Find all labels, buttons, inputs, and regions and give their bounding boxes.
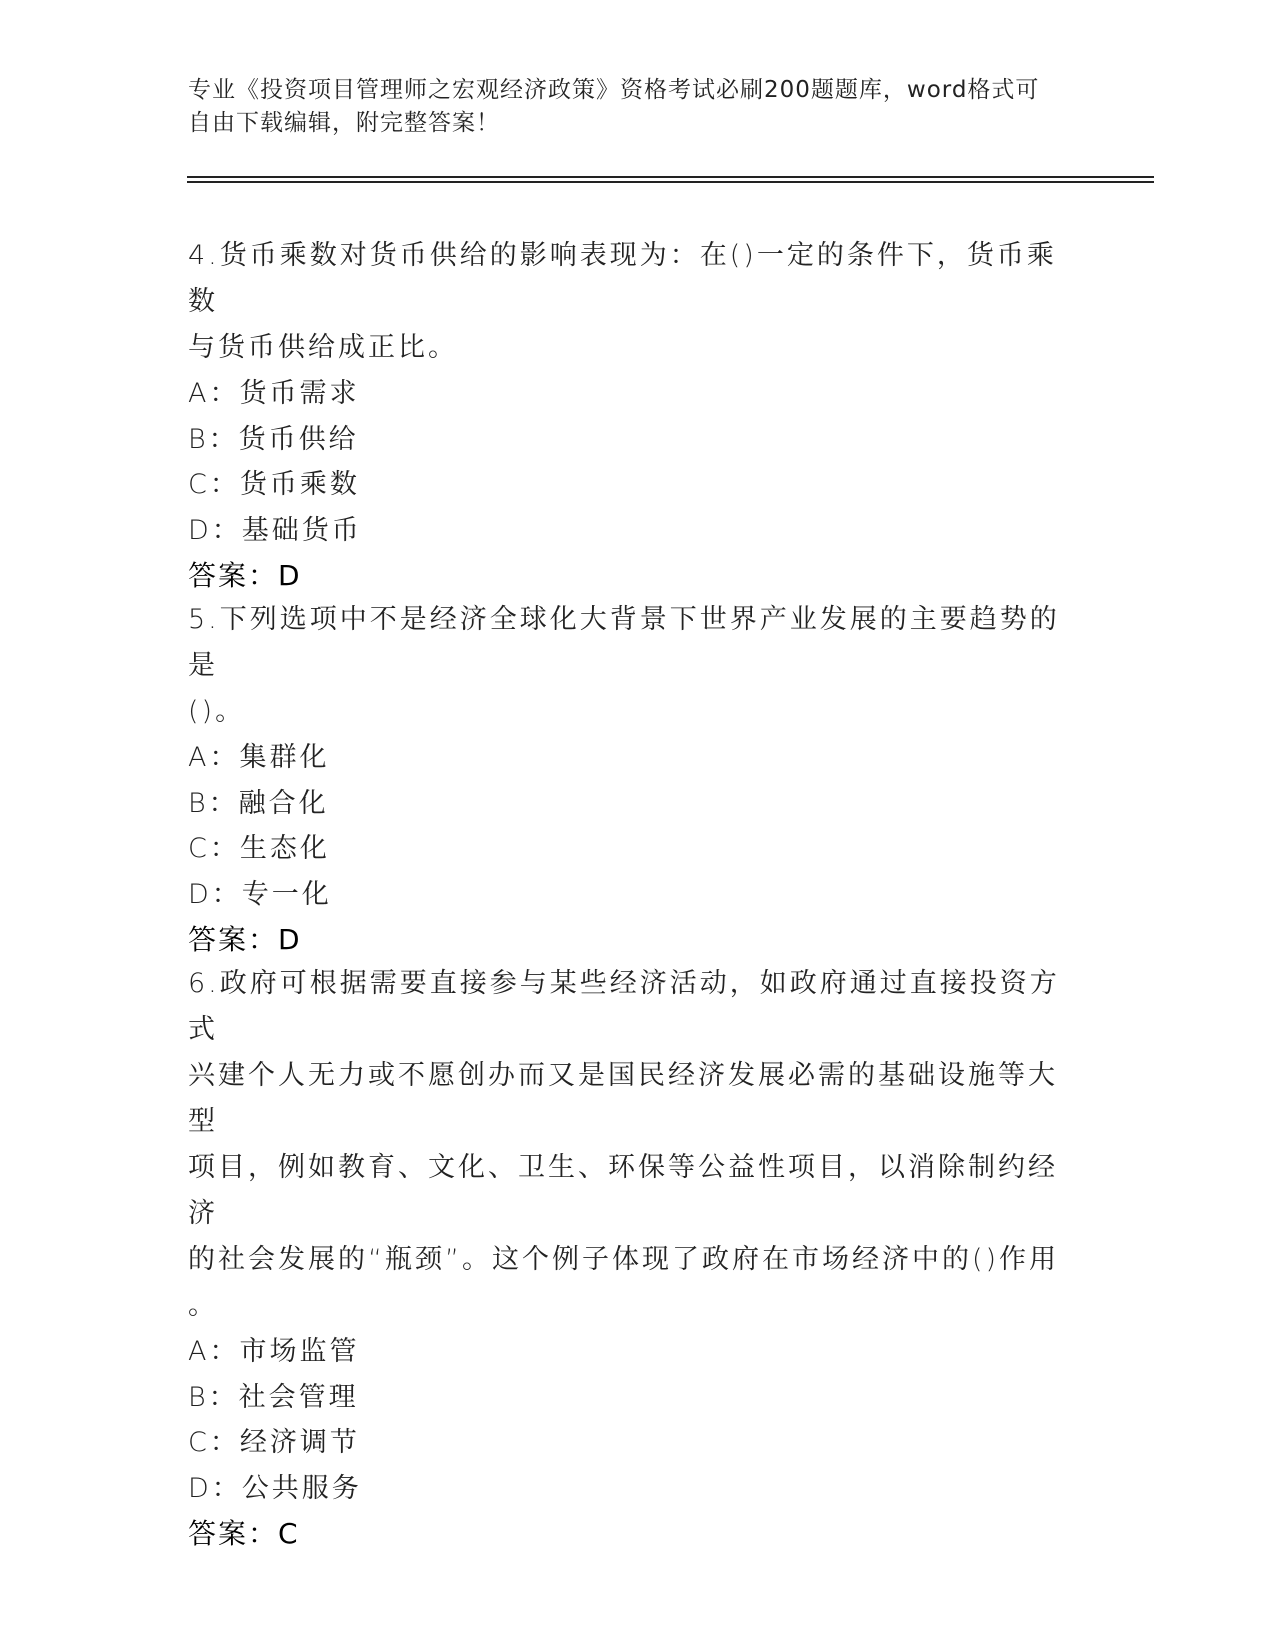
question-text-line: 项目，例如教育、文化、卫生、环保等公益性项目，以消除制约经济: [188, 1152, 1058, 1229]
question-text-line: 5.下列选项中不是经济全球化大背景下世界产业发展的主要趋势的是: [188, 604, 1060, 681]
answer-label: 答案：D: [188, 559, 302, 592]
option-a: A：集群化: [188, 742, 330, 773]
question-text-line: 4.货币乘数对货币供给的影响表现为：在()一定的条件下，货币乘数: [188, 240, 1057, 317]
question-5: [188, 597, 1068, 963]
option-a: A：货币需求: [188, 378, 360, 409]
option-d: D：公共服务: [188, 1472, 362, 1504]
header-line-1: 专业《投资项目管理师之宏观经济政策》资格考试必刷200题题库，word格式可: [188, 77, 1040, 103]
question-text-line: 兴建个人无力或不愿创办而又是国民经济发展必需的基础设施等大型: [188, 1060, 1058, 1137]
option-d: D：专一化: [188, 878, 332, 910]
header-divider-top: [187, 176, 1154, 178]
question-6: [188, 961, 1068, 1557]
question-4: [188, 233, 1068, 599]
option-b: B：社会管理: [188, 1381, 359, 1413]
answer-label: 答案：C: [188, 1517, 300, 1550]
question-text-line: 6.政府可根据需要直接参与某些经济活动，如政府通过直接投资方式: [188, 968, 1060, 1045]
question-text-line: ()。: [188, 696, 246, 727]
option-b: B：货币供给: [188, 423, 359, 455]
question-text-line: 的社会发展的“瓶颈”。这个例子体现了政府在市场经济中的()作用: [188, 1244, 1060, 1275]
header-line-2: 自由下载编辑，附完整答案！: [188, 110, 500, 136]
option-c: C：经济调节: [188, 1427, 360, 1458]
question-text-line: 与货币供给成正比。: [188, 332, 458, 363]
option-b: B：融合化: [188, 787, 329, 819]
option-c: C：货币乘数: [188, 469, 360, 500]
header-divider-bottom: [187, 181, 1154, 183]
option-c: C：生态化: [188, 833, 330, 864]
document-header: [188, 74, 1068, 140]
option-d: D：基础货币: [188, 514, 362, 546]
question-text-line: 。: [188, 1290, 218, 1321]
option-a: A：市场监管: [188, 1336, 360, 1367]
answer-label: 答案：D: [188, 923, 302, 956]
